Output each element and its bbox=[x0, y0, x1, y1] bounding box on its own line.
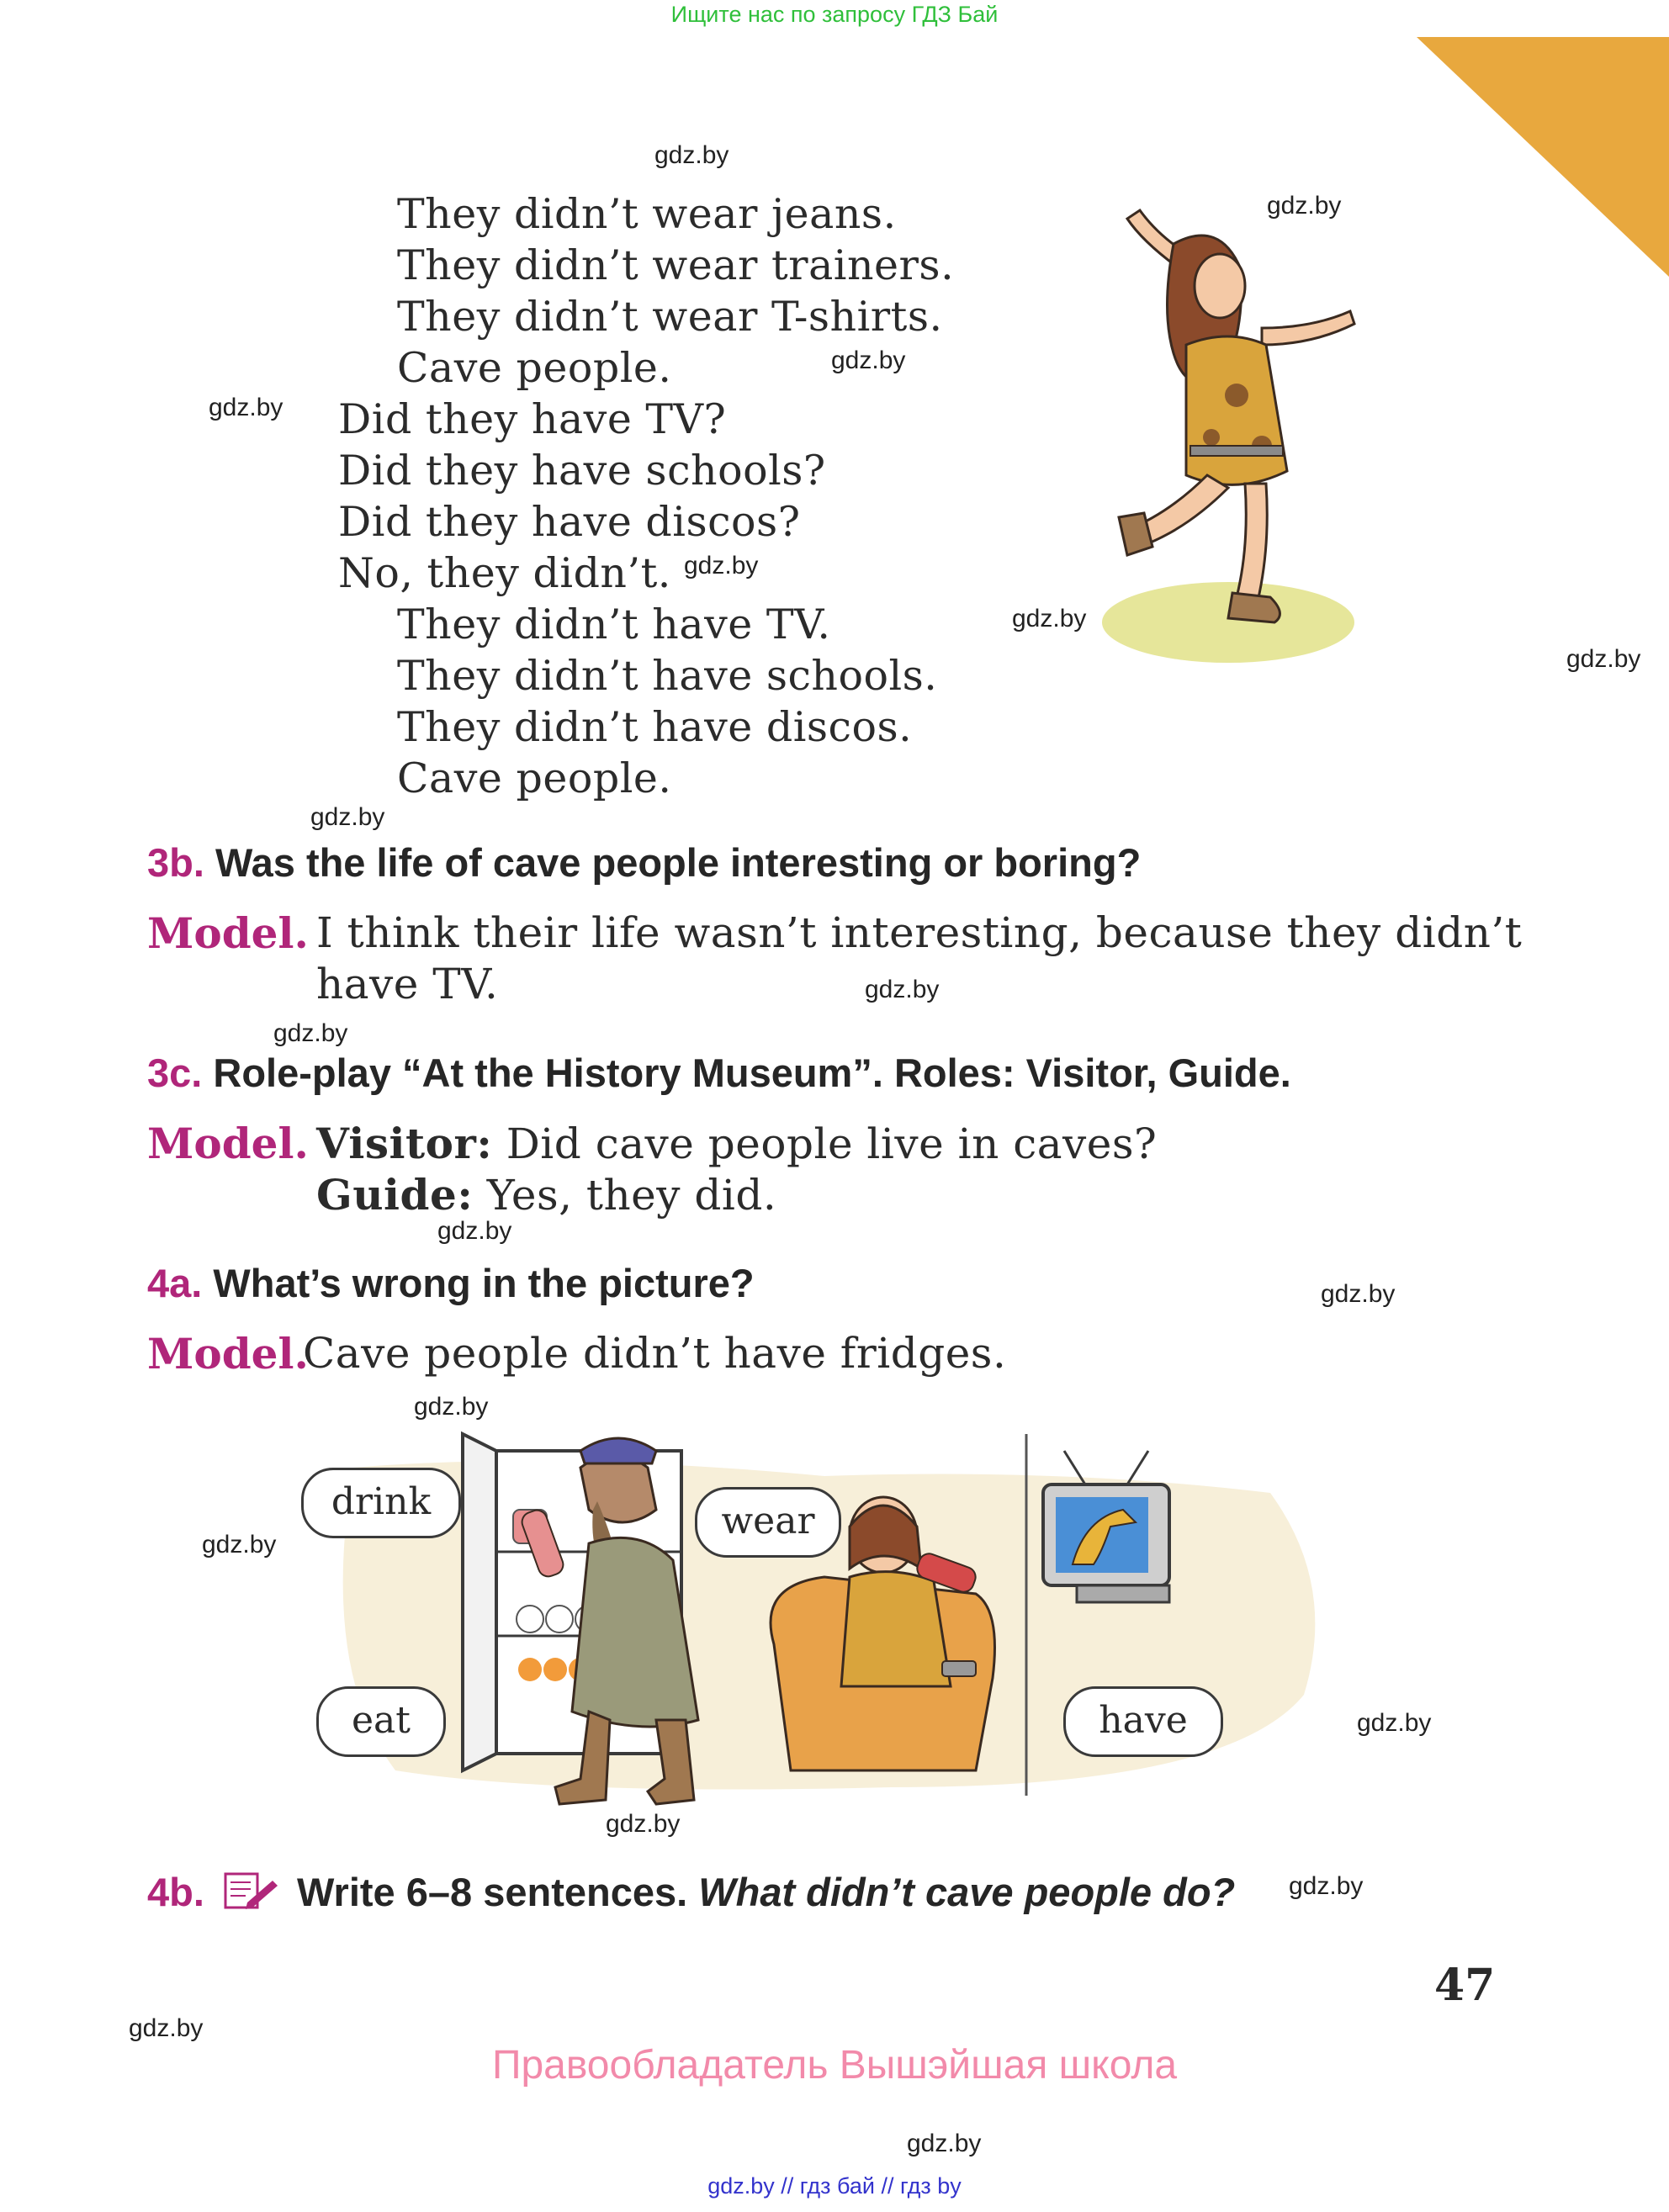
poem-line: Did they have discos? bbox=[338, 498, 801, 546]
word-bubble-wear: wear bbox=[695, 1487, 841, 1558]
watermark: gdz.by bbox=[1566, 645, 1641, 673]
watermark: gdz.by bbox=[1321, 1280, 1396, 1308]
role-label: Guide: bbox=[316, 1170, 474, 1220]
dialogue-text: Did cave people live in caves? bbox=[506, 1119, 1158, 1168]
corner-triangle-decoration bbox=[1417, 37, 1669, 277]
poem-line: Cave people. bbox=[397, 754, 672, 802]
task-question: What didn’t cave people do? bbox=[698, 1870, 1236, 1914]
watermark: gdz.by bbox=[654, 141, 729, 169]
watermark: gdz.by bbox=[684, 552, 759, 579]
poem-line: They didn’t have TV. bbox=[397, 601, 831, 648]
dancing-cave-girl-illustration bbox=[1094, 193, 1380, 664]
watermark: gdz.by bbox=[1267, 192, 1342, 220]
task-text: Was the life of cave people interesting or boring? bbox=[215, 840, 1142, 885]
poem-line: They didn’t have schools. bbox=[397, 652, 938, 700]
watermark: gdz.by bbox=[414, 1393, 489, 1421]
watermark: gdz.by bbox=[202, 1531, 277, 1558]
watermark: gdz.by bbox=[606, 1810, 681, 1838]
poem-line: Did they have TV? bbox=[338, 395, 727, 443]
model-dialogue-visitor bbox=[316, 1119, 1157, 1168]
task-number: 3b. bbox=[147, 840, 204, 885]
writing-pencil-icon bbox=[222, 1869, 279, 1922]
word-bubble-eat: eat bbox=[316, 1686, 446, 1757]
watermark: gdz.by bbox=[273, 1019, 348, 1047]
poem-line: They didn’t have discos. bbox=[397, 703, 913, 751]
top-banner[interactable]: Ищите нас по запросу ГДЗ Бай bbox=[670, 2, 999, 27]
rights-holder-footer: Правообладатель Вышэйшая школа bbox=[491, 2043, 1178, 2088]
task-number: 4b. bbox=[147, 1870, 204, 1914]
task-number: 3c. bbox=[147, 1050, 203, 1095]
watermark: gdz.by bbox=[865, 976, 940, 1003]
model-dialogue-guide bbox=[316, 1170, 776, 1220]
model-text: have TV. bbox=[316, 960, 499, 1008]
task-4a-heading bbox=[147, 1260, 755, 1306]
watermark: gdz.by bbox=[209, 394, 283, 421]
poem-line: They didn’t wear trainers. bbox=[397, 241, 955, 289]
bottom-links[interactable]: gdz.by // гдз бай // гдз by bbox=[707, 2173, 962, 2199]
dialogue-text: Yes, they did. bbox=[486, 1171, 777, 1220]
model-text: I think their life wasn’t interesting, because they didn’t bbox=[316, 908, 1523, 957]
watermark: gdz.by bbox=[907, 2130, 982, 2157]
model-label: Model. bbox=[147, 1119, 309, 1168]
task-3c-heading bbox=[147, 1050, 1291, 1096]
poem-line: They didn’t wear T-shirts. bbox=[397, 293, 943, 341]
watermark: gdz.by bbox=[310, 803, 385, 831]
word-bubble-have: have bbox=[1063, 1686, 1223, 1757]
model-text: Cave people didn’t have fridges. bbox=[303, 1329, 1007, 1378]
watermark: gdz.by bbox=[1012, 605, 1087, 632]
task-text: What’s wrong in the picture? bbox=[213, 1261, 755, 1305]
model-label: Model. bbox=[147, 908, 309, 958]
poem-line: Cave people. bbox=[397, 344, 672, 392]
watermark: gdz.by bbox=[831, 347, 906, 374]
task-text: Write 6–8 sentences. bbox=[297, 1870, 688, 1914]
page-number: 47 bbox=[1434, 1960, 1496, 2011]
poem-line: Did they have schools? bbox=[338, 447, 826, 495]
watermark: gdz.by bbox=[1289, 1872, 1364, 1900]
role-label: Visitor: bbox=[316, 1119, 493, 1168]
watermark: gdz.by bbox=[1357, 1709, 1432, 1737]
poem-line: They didn’t wear jeans. bbox=[397, 190, 897, 238]
watermark: gdz.by bbox=[437, 1217, 512, 1245]
watermark: gdz.by bbox=[129, 2014, 204, 2042]
task-4b-heading bbox=[147, 1869, 1235, 1922]
poem-line: No, they didn’t. bbox=[338, 549, 671, 597]
task-number: 4a. bbox=[147, 1261, 203, 1305]
task-text: Role-play “At the History Museum”. Roles: Visitor, Guide. bbox=[213, 1050, 1291, 1095]
word-bubble-drink: drink bbox=[301, 1468, 461, 1538]
cave-people-living-room-illustration bbox=[303, 1417, 1371, 1821]
model-label: Model. bbox=[147, 1329, 309, 1379]
task-3b-heading bbox=[147, 839, 1141, 886]
